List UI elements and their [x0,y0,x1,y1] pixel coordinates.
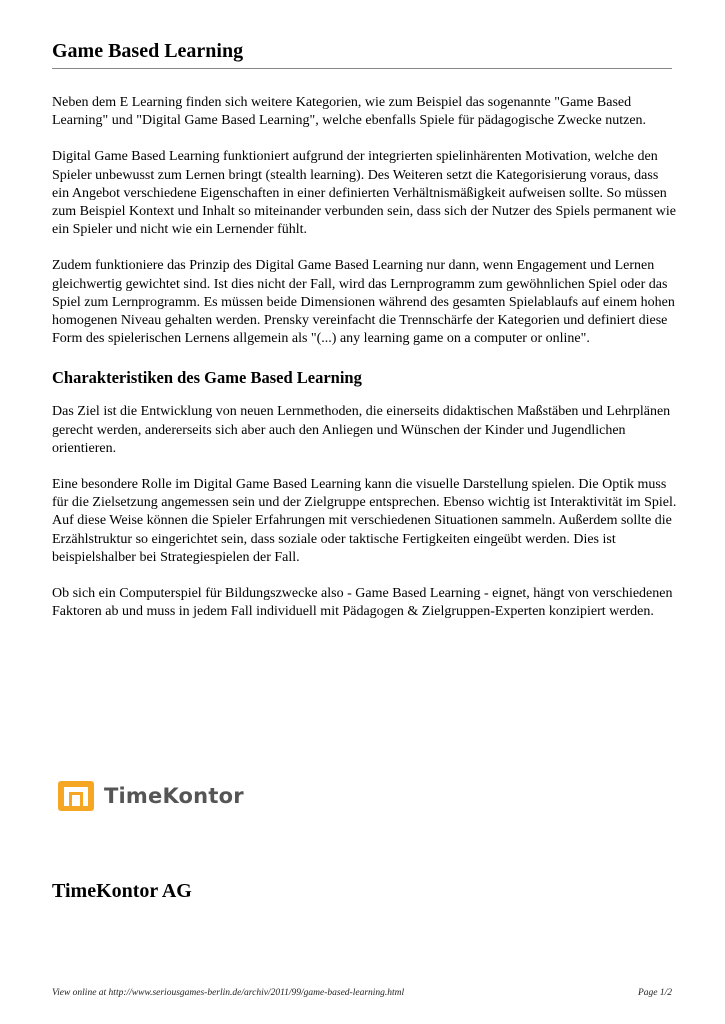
paragraph-4: Das Ziel ist die Entwicklung von neuen Lernmethoden, die einerseits didaktischen Maßstäben und Lehrplänen gerecht werden, andererseits sich aber auch den Anliegen und Wünschen der Kinder und Jugendlichen orientieren. [52,404,671,456]
paragraph-3: Zudem funktioniere das Prinzip des Digital Game Based Learning nur dann, wenn Engagement und Lernen gleichwertig gewichtet sind. Ist dies nicht der Fall, wird das Lernprogramm zum gewöhnlichen Spiel oder das Spiel zum Lernprogramm. Es müssen beide Dimensionen während des gesamten Spielablaufs auf einem hohen homogenen Niveau gehalten werden. Prensky vereinfacht die Trennschärfe der Kategorien und definiert diese Form des spielerischen Lernens allgemein als "(...) any learning game on a computer or online". [52,258,675,347]
paragraph-6: Ob sich ein Computerspiel für Bildungszwecke also - Game Based Learning - eignet, hängt von verschiedenen Faktoren ab und muss in jedem Fall individuell mit Pädagogen & Zielgruppen-Experten konzipiert werden. [52,586,673,620]
page-title: Game Based Learning [52,40,244,62]
paragraph-2: Digital Game Based Learning funktioniert aufgrund der integrierten spielinhärenten Motivation, welche den Spieler unbewusst zum Lernen bringt (stealth learning). Des Weiteren setzt die Kategorisierung voraus, dass ein Angebot verschiedene Eigenschaften in einer definierten Verhältnismäßigkeit aufweisen sollte. So müssen zum Beispiel Kontext und Inhalt so miteinander verbunden sein, dass sich der Nutzer des Spiels permanent wie ein Spieler und nicht wie ein Lernender fühlt. [52,149,677,238]
title-divider [52,68,672,69]
timekontor-logo [58,780,244,812]
page-number: Page 1/2 [637,988,672,998]
timekontor-logo-icon [58,781,94,811]
paragraph-5: Eine besondere Rolle im Digital Game Based Learning kann die visuelle Darstellung spielen. Die Optik muss für die Zielsetzung angemessen sein und der Zielgruppe entsprechen. Ebenso wichtig ist Interaktivität im Spiel. Auf diese Weise können die Spieler Erfahrungen mit verschiedenen Situationen sammeln. Außerdem sollte die Erzählstruktur so eingerichtet sein, dass soziale oder taktische Fertigkeiten eingeübt werden. Dies ist beispielshalber bei Strategiespielen der Fall. [52,477,677,565]
logo-wordmark: TimeKontor [104,784,244,808]
company-name: TimeKontor AG [52,880,192,902]
section-heading: Charakteristiken des Game Based Learning [52,368,362,388]
footer-url[interactable]: View online at http://www.seriousgames-berlin.de/archiv/2011/99/game-based-learning.html [52,988,405,998]
page-footer [52,988,672,998]
article-body [52,94,677,639]
paragraph-1: Neben dem E Learning finden sich weitere Kategorien, wie zum Beispiel das sogenannte "Game Based Learning" und "Digital Game Based Learning", welche ebenfalls Spiele für pädagogische Zwecke nutzen. [52,95,647,129]
